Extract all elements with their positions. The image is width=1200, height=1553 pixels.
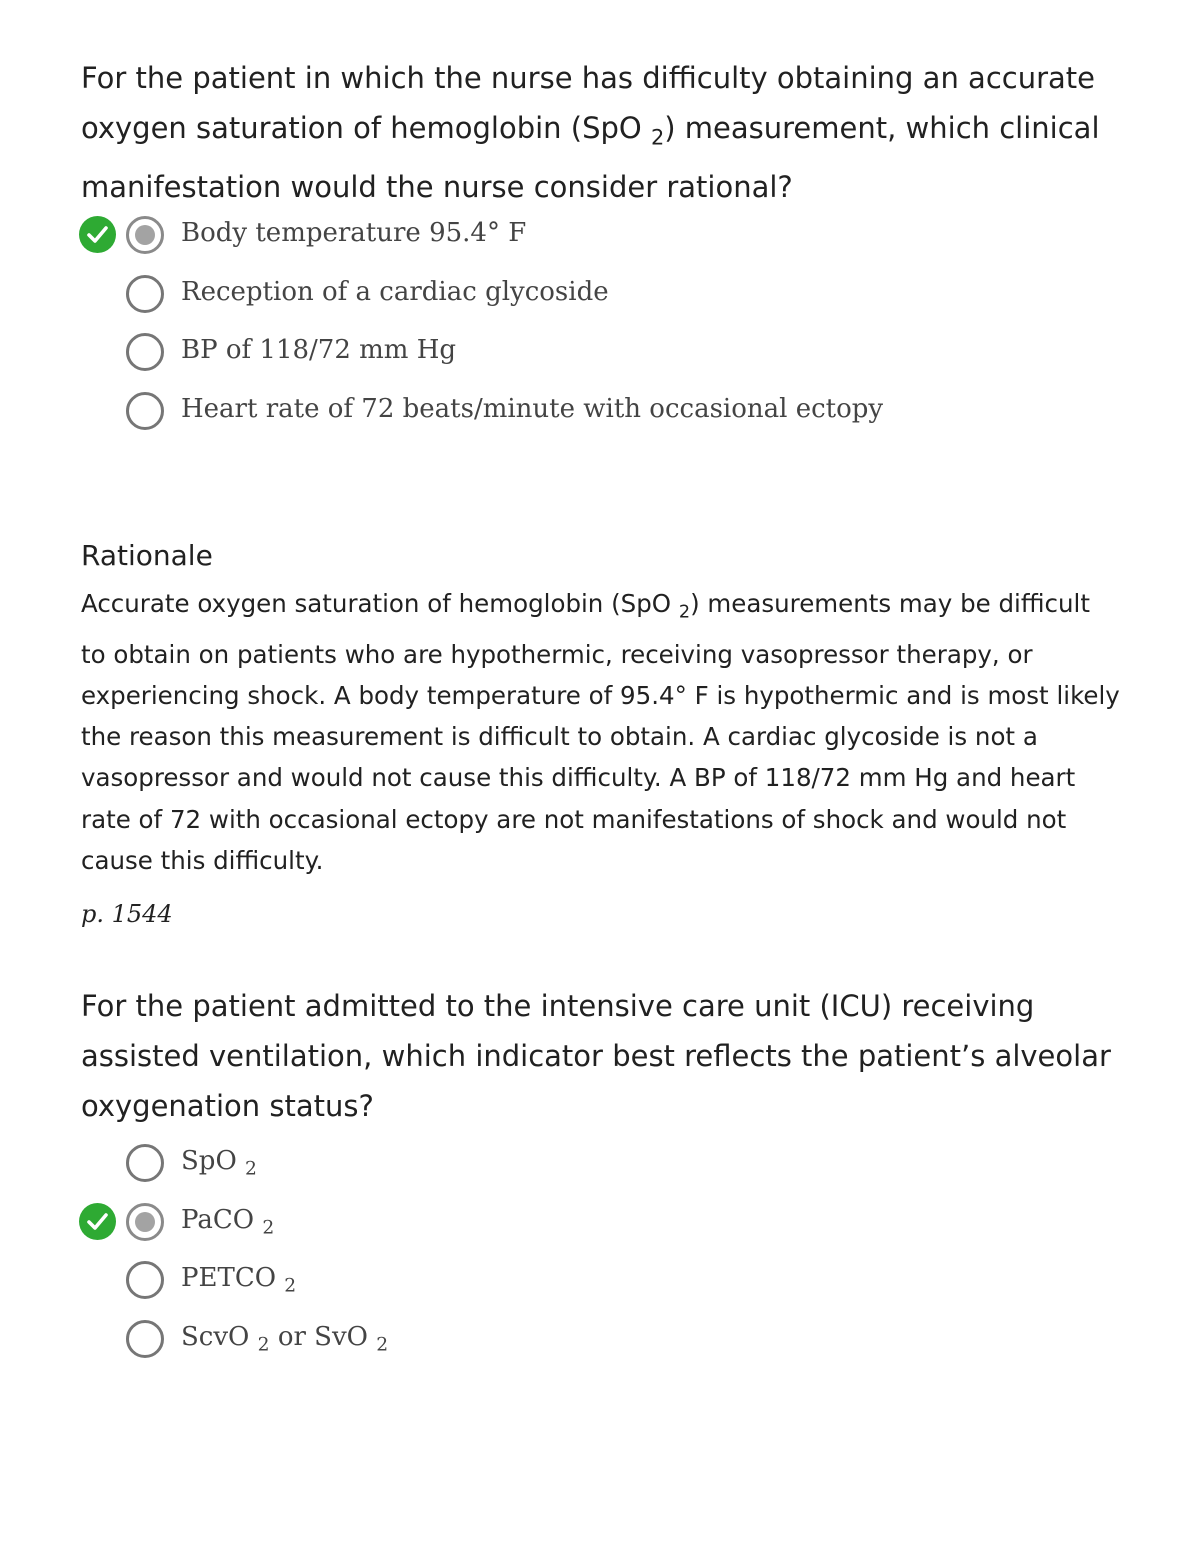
question-1-subscript: 2: [650, 125, 665, 150]
option-item[interactable]: [0, 1251, 1200, 1310]
option-label-tail-subscript: 2: [376, 1334, 389, 1356]
question-1-text-part2: ) measurement, which clinical manifestation would the nurse consider rational?: [81, 111, 1100, 205]
question-1-options: [0, 206, 1200, 440]
rationale-text-part2: ) measurements may be difficult to obtain on patients who are hypothermic, receiving vasopressor therapy, or experiencing shock. A body temperature of 95.4° F is hypothermic and is most likely the reason this measurement is difficult to obtain. A cardiac glycoside is not a vasopressor and would not cause this difficulty. A BP of 118/72 mm Hg and heart rate of 72 with occasional ectopy are not manifestations of shock and would not cause this difficulty.: [81, 589, 1120, 876]
radio-button[interactable]: [126, 1261, 164, 1299]
option-item[interactable]: [0, 1310, 1200, 1369]
option-label: [181, 1320, 388, 1363]
option-label: Heart rate of 72 beats/minute with occasional ectopy: [181, 393, 884, 424]
option-label: [181, 1261, 296, 1304]
radio-button[interactable]: [126, 333, 164, 371]
radio-button[interactable]: [126, 1144, 164, 1182]
option-label-main: PETCO: [181, 1263, 285, 1293]
option-item[interactable]: [0, 382, 1200, 441]
radio-button-selected[interactable]: [126, 1203, 164, 1241]
radio-button[interactable]: [126, 1320, 164, 1358]
option-item[interactable]: [0, 1193, 1200, 1252]
option-label: Body temperature 95.4° F: [181, 218, 527, 248]
question-1-text-part1: For the patient in which the nurse has difficulty obtaining an accurate oxygen saturation of hemoglobin (SpO: [81, 61, 1095, 145]
question-2-text: For the patient admitted to the intensive care unit (ICU) receiving assisted ventilation, which indicator best reflects the patient’s alveolar oxygenation status?: [81, 989, 1111, 1123]
rationale-heading: Rationale: [81, 539, 213, 572]
option-label-tail: or SvO: [269, 1321, 377, 1352]
option-label: BP of 118/72 mm Hg: [181, 335, 457, 365]
option-item[interactable]: [0, 265, 1200, 324]
rationale-text-part1: Accurate oxygen saturation of hemoglobin (SpO: [81, 589, 679, 618]
question-2-options: [0, 1134, 1200, 1368]
option-label: [181, 1144, 257, 1187]
option-label-main: ScvO: [181, 1321, 258, 1352]
rationale-text: [81, 583, 1121, 881]
option-label: [181, 1203, 274, 1246]
radio-button[interactable]: [126, 275, 164, 313]
option-label-subscript: 2: [262, 1217, 275, 1239]
rationale-subscript: 2: [678, 602, 691, 623]
radio-button[interactable]: [126, 392, 164, 430]
radio-button-selected[interactable]: [126, 216, 164, 254]
option-label-subscript: 2: [284, 1275, 297, 1297]
option-label-main: SpO: [181, 1146, 246, 1176]
checkmark-icon: [79, 1203, 116, 1240]
option-label-subscript: 2: [257, 1334, 270, 1356]
option-item[interactable]: [0, 206, 1200, 265]
option-label-subscript: 2: [245, 1158, 257, 1180]
option-item[interactable]: [0, 323, 1200, 382]
page-reference: p. 1544: [81, 900, 173, 928]
option-label-main: PaCO: [181, 1204, 263, 1235]
option-label: Reception of a cardiac glycoside: [181, 276, 609, 307]
checkmark-icon: [79, 216, 116, 253]
question-1-text: [81, 53, 1121, 212]
option-item[interactable]: [0, 1134, 1200, 1193]
